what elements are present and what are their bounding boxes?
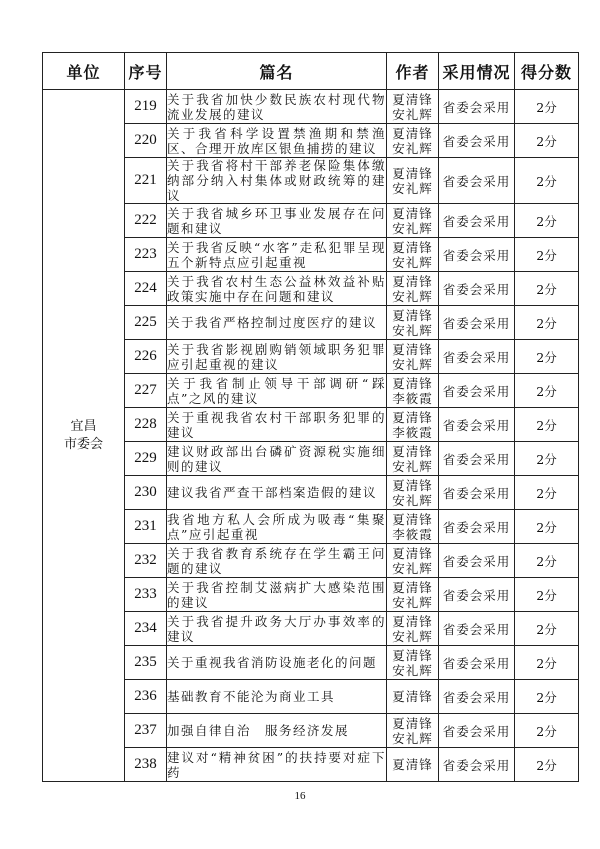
row-adoption: 省委会采用 — [439, 408, 515, 442]
row-title: 加强自律自治 服务经济发展 — [167, 714, 387, 748]
row-title: 关于我省教育系统存在学生霸王问题的建议 — [167, 545, 386, 576]
row-authors — [387, 612, 439, 646]
row-title: 关于我省将村干部养老保险集体缴纳部分纳入村集体或财政统筹的建议 — [167, 158, 386, 203]
row-title: 关于我省反映“水客”走私犯罪呈现五个新特点应引起重视 — [167, 239, 386, 270]
row-adoption: 省委会采用 — [439, 578, 515, 612]
row-number: 221 — [125, 158, 167, 204]
row-title: 关于我省提升政务大厅办事效率的建议 — [167, 613, 386, 644]
row-title: 关于我省影视剧购销领域职务犯罪应引起重视的建议 — [167, 341, 386, 372]
author-name: 夏清锋 — [392, 443, 433, 459]
row-number: 238 — [125, 748, 167, 782]
row-number: 219 — [125, 90, 167, 124]
row-adoption: 省委会采用 — [439, 646, 515, 680]
row-adoption: 省委会采用 — [439, 306, 515, 340]
row-number: 220 — [125, 124, 167, 158]
row-title: 关于我省科学设置禁渔期和禁渔区、合理开放库区银鱼捕捞的建议 — [167, 125, 386, 156]
row-adoption: 省委会采用 — [439, 442, 515, 476]
author-name: 安礼辉 — [392, 628, 433, 644]
row-number: 235 — [125, 646, 167, 680]
author-name: 安礼辉 — [392, 662, 433, 678]
row-number: 237 — [125, 714, 167, 748]
row-authors — [387, 272, 439, 306]
header-adoption: 采用情况 — [439, 53, 515, 90]
row-authors — [387, 442, 439, 476]
author-name: 安礼辉 — [392, 560, 433, 576]
row-number: 236 — [125, 680, 167, 714]
row-adoption: 省委会采用 — [439, 238, 515, 272]
row-score: 2分 — [515, 158, 579, 204]
row-adoption: 省委会采用 — [439, 158, 515, 204]
author-name: 夏清锋 — [392, 239, 433, 255]
author-name: 夏清锋 — [392, 165, 433, 181]
page-number: 16 — [294, 790, 306, 802]
row-number: 234 — [125, 612, 167, 646]
row-score: 2分 — [515, 544, 579, 578]
author-name: 安礼辉 — [392, 492, 433, 508]
row-number: 224 — [125, 272, 167, 306]
row-title: 建议财政部出台磷矿资源税实施细则的建议 — [167, 443, 386, 474]
table-row — [43, 90, 579, 124]
row-title: 关于重视我省消防设施老化的问题 — [167, 646, 387, 680]
header-score: 得分数 — [515, 53, 579, 90]
row-number: 226 — [125, 340, 167, 374]
row-number: 229 — [125, 442, 167, 476]
row-score: 2分 — [515, 204, 579, 238]
row-title: 建议我省严查干部档案造假的建议 — [167, 476, 387, 510]
author-name: 安礼辉 — [392, 288, 433, 304]
author-name: 安礼辉 — [392, 730, 433, 746]
row-score: 2分 — [515, 374, 579, 408]
header-author: 作者 — [387, 53, 439, 90]
row-authors — [387, 374, 439, 408]
row-number: 223 — [125, 238, 167, 272]
author-name: 夏清锋 — [392, 273, 433, 289]
author-name: 夏清锋 — [392, 757, 433, 772]
row-score: 2分 — [515, 476, 579, 510]
row-title: 关于我省农村生态公益林效益补贴政策实施中存在问题和建议 — [167, 273, 386, 304]
author-name: 夏清锋 — [392, 409, 433, 425]
row-authors — [387, 510, 439, 544]
row-authors — [387, 476, 439, 510]
row-number: 228 — [125, 408, 167, 442]
row-authors — [387, 646, 439, 680]
row-adoption: 省委会采用 — [439, 374, 515, 408]
row-number: 222 — [125, 204, 167, 238]
author-name: 夏清锋 — [392, 545, 433, 561]
author-name: 安礼辉 — [392, 220, 433, 236]
header-title: 篇名 — [167, 53, 387, 90]
row-authors — [387, 680, 439, 714]
row-score: 2分 — [515, 306, 579, 340]
author-name: 夏清锋 — [392, 91, 433, 107]
row-score: 2分 — [515, 90, 579, 124]
row-score: 2分 — [515, 408, 579, 442]
row-adoption: 省委会采用 — [439, 714, 515, 748]
author-name: 夏清锋 — [392, 689, 433, 704]
author-name: 安礼辉 — [392, 180, 433, 196]
author-name: 夏清锋 — [392, 477, 433, 493]
row-title: 我省地方私人会所成为吸毒“集聚点”应引起重视 — [167, 511, 386, 542]
row-title: 关于重视我省农村干部职务犯罪的建议 — [167, 409, 386, 440]
author-name: 夏清锋 — [392, 341, 433, 357]
row-number: 225 — [125, 306, 167, 340]
row-authors — [387, 748, 439, 782]
author-name: 夏清锋 — [392, 511, 433, 527]
row-title: 建议对“精神贫困”的扶持要对症下药 — [167, 749, 386, 780]
row-score: 2分 — [515, 646, 579, 680]
author-name: 夏清锋 — [392, 647, 433, 663]
row-authors — [387, 408, 439, 442]
author-name: 安礼辉 — [392, 594, 433, 610]
row-number: 230 — [125, 476, 167, 510]
row-adoption: 省委会采用 — [439, 124, 515, 158]
row-adoption: 省委会采用 — [439, 680, 515, 714]
author-name: 夏清锋 — [392, 715, 433, 731]
row-adoption: 省委会采用 — [439, 272, 515, 306]
row-title: 关于我省控制艾滋病扩大感染范围的建议 — [167, 579, 386, 610]
author-name: 安礼辉 — [392, 140, 433, 156]
author-name: 安礼辉 — [392, 254, 433, 270]
row-authors — [387, 158, 439, 204]
row-title: 关于我省制止领导干部调研“踩点”之风的建议 — [167, 375, 386, 406]
row-adoption: 省委会采用 — [439, 476, 515, 510]
row-score: 2分 — [515, 680, 579, 714]
author-name: 夏清锋 — [392, 307, 433, 323]
row-authors — [387, 714, 439, 748]
row-number: 233 — [125, 578, 167, 612]
author-name: 李筱霞 — [392, 526, 433, 542]
row-number: 227 — [125, 374, 167, 408]
author-name: 夏清锋 — [392, 205, 433, 221]
row-title: 基础教育不能沦为商业工具 — [167, 680, 387, 714]
row-authors — [387, 544, 439, 578]
row-authors — [387, 90, 439, 124]
row-score: 2分 — [515, 510, 579, 544]
row-score: 2分 — [515, 124, 579, 158]
row-title: 关于我省严格控制过度医疗的建议 — [167, 306, 387, 340]
row-authors — [387, 578, 439, 612]
unit-cell — [43, 90, 125, 782]
row-number: 232 — [125, 544, 167, 578]
row-title: 关于我省城乡环卫事业发展存在问题和建议 — [167, 205, 386, 236]
header-unit: 单位 — [43, 53, 125, 90]
row-adoption: 省委会采用 — [439, 90, 515, 124]
row-authors — [387, 124, 439, 158]
row-score: 2分 — [515, 612, 579, 646]
row-score: 2分 — [515, 442, 579, 476]
row-authors — [387, 204, 439, 238]
row-title: 关于我省加快少数民族农村现代物流业发展的建议 — [167, 91, 386, 122]
adoption-table — [42, 52, 579, 782]
author-name: 安礼辉 — [392, 106, 433, 122]
row-adoption: 省委会采用 — [439, 748, 515, 782]
row-adoption: 省委会采用 — [439, 510, 515, 544]
author-name: 安礼辉 — [392, 356, 433, 372]
author-name: 安礼辉 — [392, 322, 433, 338]
author-name: 夏清锋 — [392, 579, 433, 595]
row-score: 2分 — [515, 578, 579, 612]
header-num: 序号 — [125, 53, 167, 90]
row-authors — [387, 340, 439, 374]
row-score: 2分 — [515, 340, 579, 374]
author-name: 安礼辉 — [392, 458, 433, 474]
author-name: 李筱霞 — [392, 390, 433, 406]
author-name: 李筱霞 — [392, 424, 433, 440]
author-name: 夏清锋 — [392, 613, 433, 629]
row-score: 2分 — [515, 748, 579, 782]
row-adoption: 省委会采用 — [439, 544, 515, 578]
author-name: 夏清锋 — [392, 375, 433, 391]
row-score: 2分 — [515, 238, 579, 272]
unit-name-line: 市委会 — [63, 436, 103, 452]
row-score: 2分 — [515, 714, 579, 748]
row-adoption: 省委会采用 — [439, 612, 515, 646]
author-name: 夏清锋 — [392, 125, 433, 141]
row-authors — [387, 238, 439, 272]
row-number: 231 — [125, 510, 167, 544]
header-row — [43, 53, 579, 90]
row-score: 2分 — [515, 272, 579, 306]
row-adoption: 省委会采用 — [439, 204, 515, 238]
row-authors — [387, 306, 439, 340]
unit-name-line: 宜昌 — [70, 418, 97, 434]
row-adoption: 省委会采用 — [439, 340, 515, 374]
